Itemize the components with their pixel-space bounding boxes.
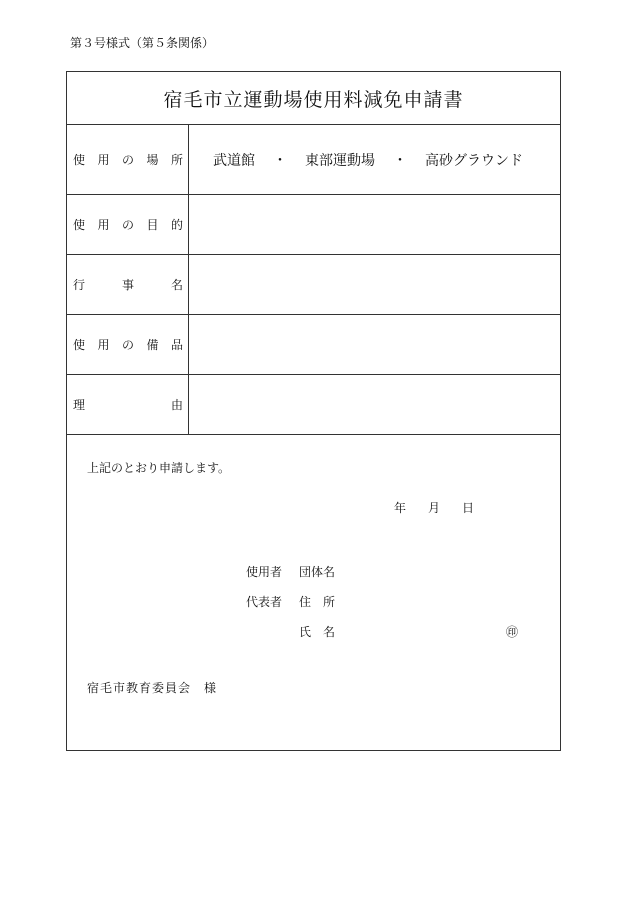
reason-field[interactable]	[189, 375, 560, 434]
place-row	[67, 125, 560, 195]
place-label: 使 用 の 場 所	[67, 125, 189, 194]
declaration-section	[67, 435, 560, 810]
representative-label: 代表者	[246, 595, 283, 609]
place-option-takasago-ground[interactable]: 高砂グラウンド	[425, 152, 523, 169]
seal-mark: ㊞	[506, 625, 519, 639]
user-label: 使用者	[246, 565, 283, 579]
recipient: 宿毛市教育委員会 様	[87, 681, 218, 695]
date-line	[394, 499, 496, 516]
purpose-row	[67, 195, 560, 255]
separator: ・	[393, 152, 407, 169]
place-option-budokan[interactable]: 武道館	[213, 152, 255, 169]
reason-label: 理 由	[67, 375, 189, 434]
purpose-label: 使 用 の 目 的	[67, 195, 189, 254]
purpose-field[interactable]	[189, 195, 560, 254]
place-options	[189, 125, 560, 194]
group-name-label: 団体名	[299, 565, 336, 579]
event-label: 行 事 名	[67, 255, 189, 314]
event-row	[67, 255, 560, 315]
year-label: 年	[394, 501, 407, 515]
form-title: 宿毛市立運動場使用料減免申請書	[67, 72, 560, 125]
form-number: 第３号様式（第５条関係）	[70, 36, 215, 50]
statement: 上記のとおり申請します。	[87, 461, 231, 475]
equipment-field[interactable]	[189, 315, 560, 374]
event-field[interactable]	[189, 255, 560, 314]
reason-row	[67, 375, 560, 435]
month-label: 月	[428, 501, 441, 515]
address-label: 住 所	[299, 595, 336, 609]
place-option-tobu-ground[interactable]: 東部運動場	[305, 152, 375, 169]
day-label: 日	[462, 501, 475, 515]
name-label: 氏 名	[299, 625, 336, 639]
equipment-row	[67, 315, 560, 375]
equipment-label: 使 用 の 備 品	[67, 315, 189, 374]
separator: ・	[273, 152, 287, 169]
application-form	[66, 71, 561, 751]
